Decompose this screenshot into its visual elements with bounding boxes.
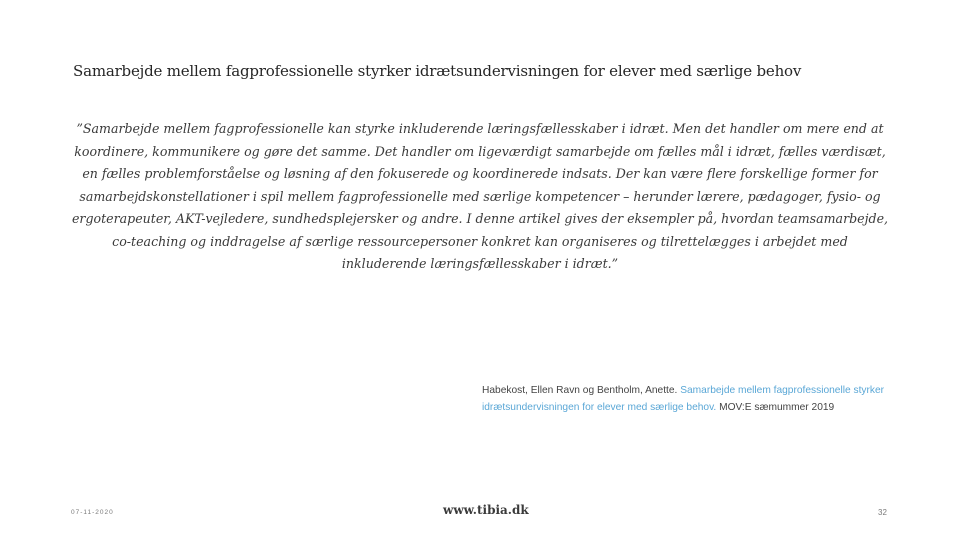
citation-authors: Habekost, Ellen Ravn og Bentholm, Anette. [482, 385, 681, 396]
footer-url[interactable]: www.tibia.dk [443, 503, 529, 517]
quote-text: ”Samarbejde mellem fagprofessionelle kan styrke inkluderende læringsfællesskaber i idræt. Men det handler om mere end at koordinere, kommunikere og gøre det samme. Det handler om ligeværdigt samarbejde om fælles mål i idræt, fælles værdisæt, en fælles problemforståelse og løsning af den fokuserede og koordinerede indsats. Der kan være flere forskellige former for samarbejdskonstellationer i spil mellem fagprofessionelle med særlige kompetencer – herunder lærere, pædagoger, fysio- og ergoterapeuter, AKT-vejledere, sundhedsplejersker og andre. I denne artikel gives der eksempler på, hvordan teamsamarbejde, co-teaching og inddragelse af særlige ressourcepersoner konkret kan organiseres og tilrettelægges i arbejdet med inkluderende læringsfællesskaber i idræt.” [71, 121, 889, 271]
page-number: 32 [878, 508, 887, 517]
slide-title: Samarbejde mellem fagprofessionelle styrker idrætsundervisningen for elever med særlige behov [73, 62, 802, 80]
citation-link[interactable]: Samarbejde mellem fagprofessionelle styrker idrætsundervisningen for elever med særlige behov. [482, 385, 885, 413]
footer-date: 07-11-2020 [71, 509, 114, 516]
citation [482, 382, 902, 416]
citation-source: MOV:E sæmummer 2019 [716, 402, 835, 413]
